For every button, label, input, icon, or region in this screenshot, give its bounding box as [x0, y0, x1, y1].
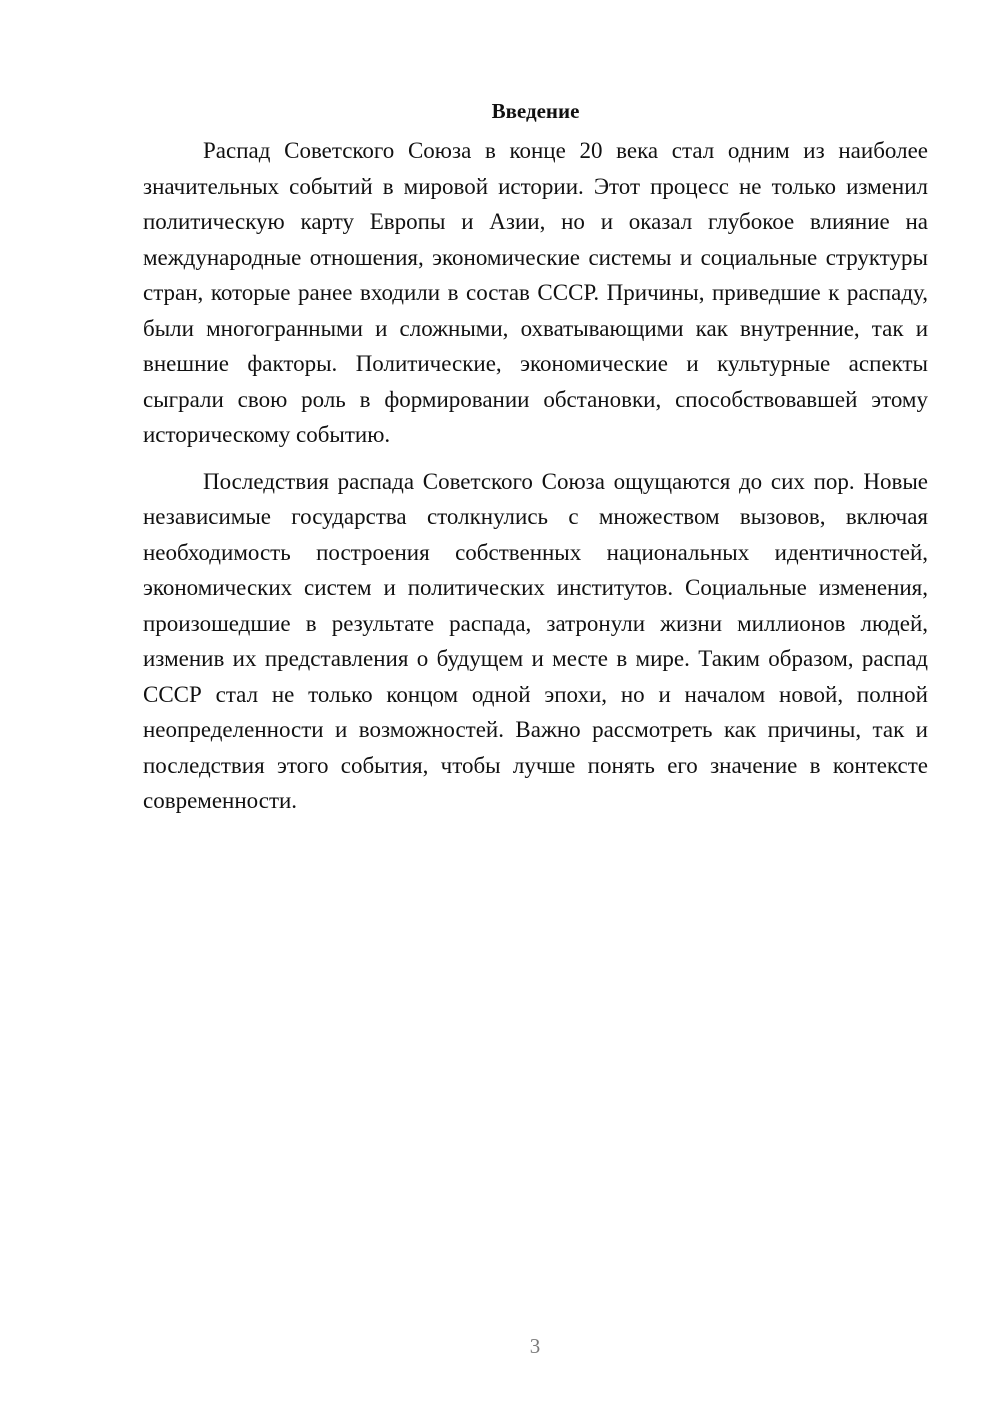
- section-title: Введение: [491, 99, 580, 123]
- page-content: [143, 97, 928, 819]
- paragraph-2: Последствия распада Советского Союза ощущаются до сих пор. Новые независимые государства столкнулись с множеством вызовов, включая необходимость построения собственных национальных идентичностей, экономических систем и политических институтов. Социальные изменения, произошедшие в результате распада, затронули жизни миллионов людей, изменив их представления о будущем и месте в мире. Таким образом, распад СССР стал не только концом одной эпохи, но и началом новой, полной неопределенности и возможностей. Важно рассмотреть как причины, так и последствия этого события, чтобы лучше понять его значение в контексте современности.: [143, 468, 928, 813]
- paragraph-1: Распад Советского Союза в конце 20 века стал одним из наиболее значительных событий в мировой истории. Этот процесс не только изменил политическую карту Европы и Азии, но и оказал глубокое влияние на международные отношения, экономические системы и социальные структуры стран, которые ранее входили в состав СССР. Причины, приведшие к распаду, были многогранными и сложными, охватывающими как внутренние, так и внешние факторы. Политические, экономические и культурные аспекты сыграли свою роль в формировании обстановки, способствовавшей этому историческому событию.: [143, 138, 928, 447]
- page-number: 3: [529, 1334, 541, 1358]
